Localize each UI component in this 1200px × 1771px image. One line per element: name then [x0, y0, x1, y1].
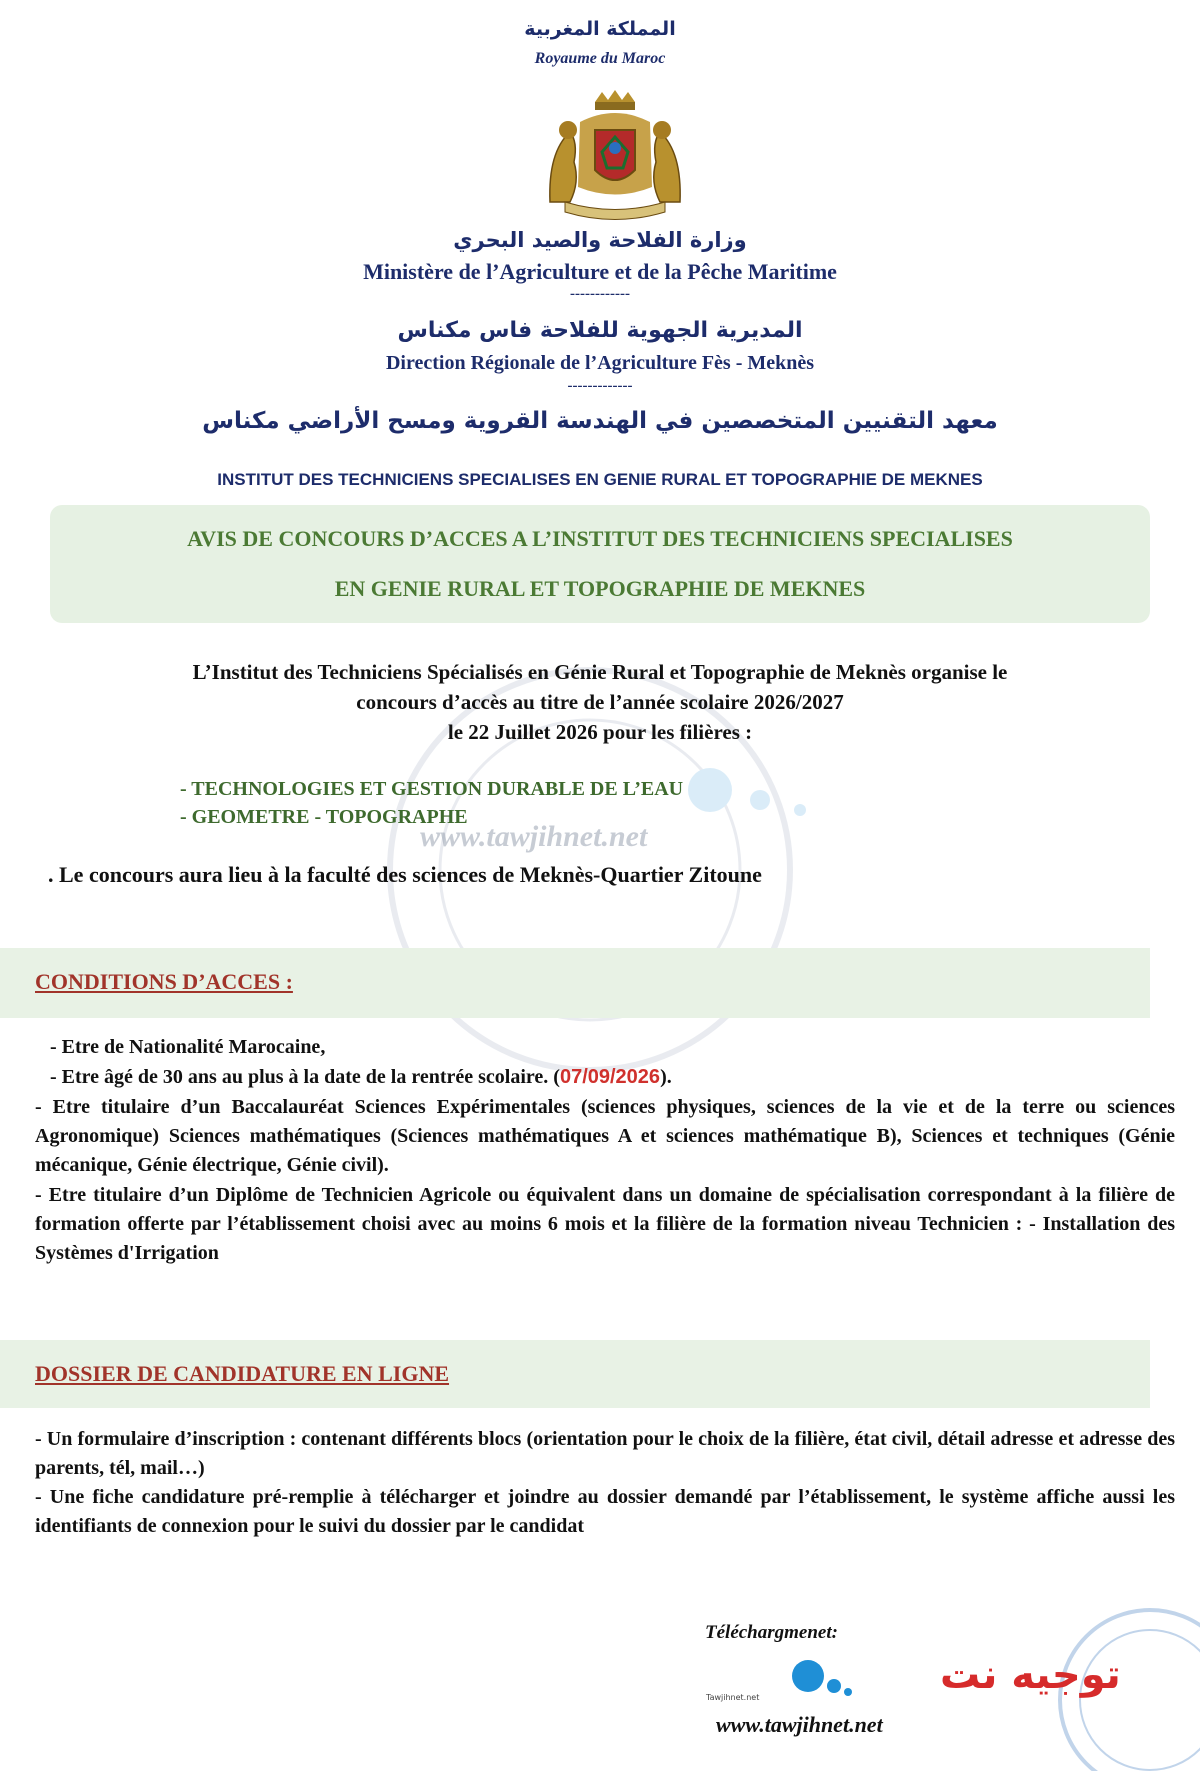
tawjihnet-logo [700, 1646, 1121, 1704]
logo-arabic-text: توجيه نت [940, 1652, 1121, 1698]
coat-of-arms-icon [540, 92, 690, 222]
separator: ------------ [570, 286, 630, 302]
ministry-french: Ministère de l’Agriculture et de la Pêche Maritime [363, 259, 837, 284]
ministry-arabic: وزارة الفلاحة والصيد البحري [453, 228, 747, 252]
direction-arabic: المديرية الجهوية للفلاحة فاس مكناس [397, 318, 803, 343]
direction-french: Direction Régionale de l’Agriculture Fès - Meknès [385, 352, 815, 374]
condition-item: - Etre titulaire d’un Baccalauréat Sciences Expérimentales (sciences physiques, sciences de la vie et de la terre ou sciences Agronomique) Sciences mathématiques (Sciences mathématiques A et sciences mathématique B), Sciences et techniques (Génie mécanique, Génie électrique, Génie civil). [35, 1096, 1175, 1176]
download-label: Téléchargmenet: [705, 1622, 838, 1643]
dossier-title: DOSSIER DE CANDIDATURE EN LIGNE [35, 1361, 450, 1386]
institute-arabic: معهد التقنيين المتخصصين في الهندسة القروية ومسح الأراضي مكناس [202, 408, 998, 434]
condition-item [50, 1063, 1190, 1092]
venue-text: . Le concours aura lieu à la faculté des sciences de Meknès-Quartier Zitoune [48, 862, 762, 887]
dossier-item: - Un formulaire d’inscription : contenant différents blocs (orientation pour le choix de la filière, état civil, détail adresse et adresse des parents, tél, mail…) [35, 1428, 1175, 1479]
intro-text: L’Institut des Techniciens Spécialisés en Génie Rural et Topographie de Meknès organise le [192, 660, 1008, 684]
track-item: - TECHNOLOGIES ET GESTION DURABLE DE L’EAU [180, 778, 684, 800]
start-date: 07/09/2026 [559, 1066, 661, 1088]
conditions-title: CONDITIONS D’ACCES : [35, 969, 293, 994]
notice-title-line: EN GENIE RURAL ET TOPOGRAPHIE DE MEKNES [334, 576, 866, 601]
dossier-item: - Une fiche candidature pré-remplie à télécharger et joindre au dossier demandé par l’établissement, le système affiche aussi les identifiants de connexion pour le suivi du dossier par le candidat [35, 1486, 1175, 1537]
kingdom-arabic: المملكة المغربية [524, 18, 676, 40]
condition-text: ). [660, 1066, 672, 1088]
kingdom-french: Royaume du Maroc [534, 50, 666, 67]
condition-item: - Etre titulaire d’un Diplôme de Technicien Agricole ou équivalent dans un domaine de spécialisation correspondant à la filière de formation offerte par l’établissement choisi avec au moins 6 mois et la filière de la formation niveau Technicien : - Installation des Systèmes d'Irrigation [35, 1184, 1175, 1264]
footer-url[interactable]: www.tawjihnet.net [716, 1712, 883, 1737]
watermark-url: www.tawjihnet.net [420, 820, 648, 853]
notice-title-box [50, 505, 1150, 623]
condition-item: - Etre de Nationalité Marocaine, [50, 1036, 326, 1058]
logo-small-text: Tawjihnet.net [706, 1693, 760, 1702]
intro-text: le 22 Juillet 2026 pour les filières : [447, 720, 753, 744]
separator: ------------- [567, 378, 633, 394]
notice-title-line: AVIS DE CONCOURS D’ACCES A L’INSTITUT DES TECHNICIENS SPECIALISES [187, 526, 1013, 551]
institute-french: INSTITUT DES TECHNICIENS SPECIALISES EN GENIE RURAL ET TOPOGRAPHIE DE MEKNES [217, 470, 983, 489]
condition-text: - Etre âgé de 30 ans au plus à la date de la rentrée scolaire. ( [50, 1066, 560, 1088]
track-item: - GEOMETRE - TOPOGRAPHE [180, 806, 468, 828]
intro-text: concours d’accès au titre de l’année scolaire 2026/2027 [356, 690, 844, 714]
